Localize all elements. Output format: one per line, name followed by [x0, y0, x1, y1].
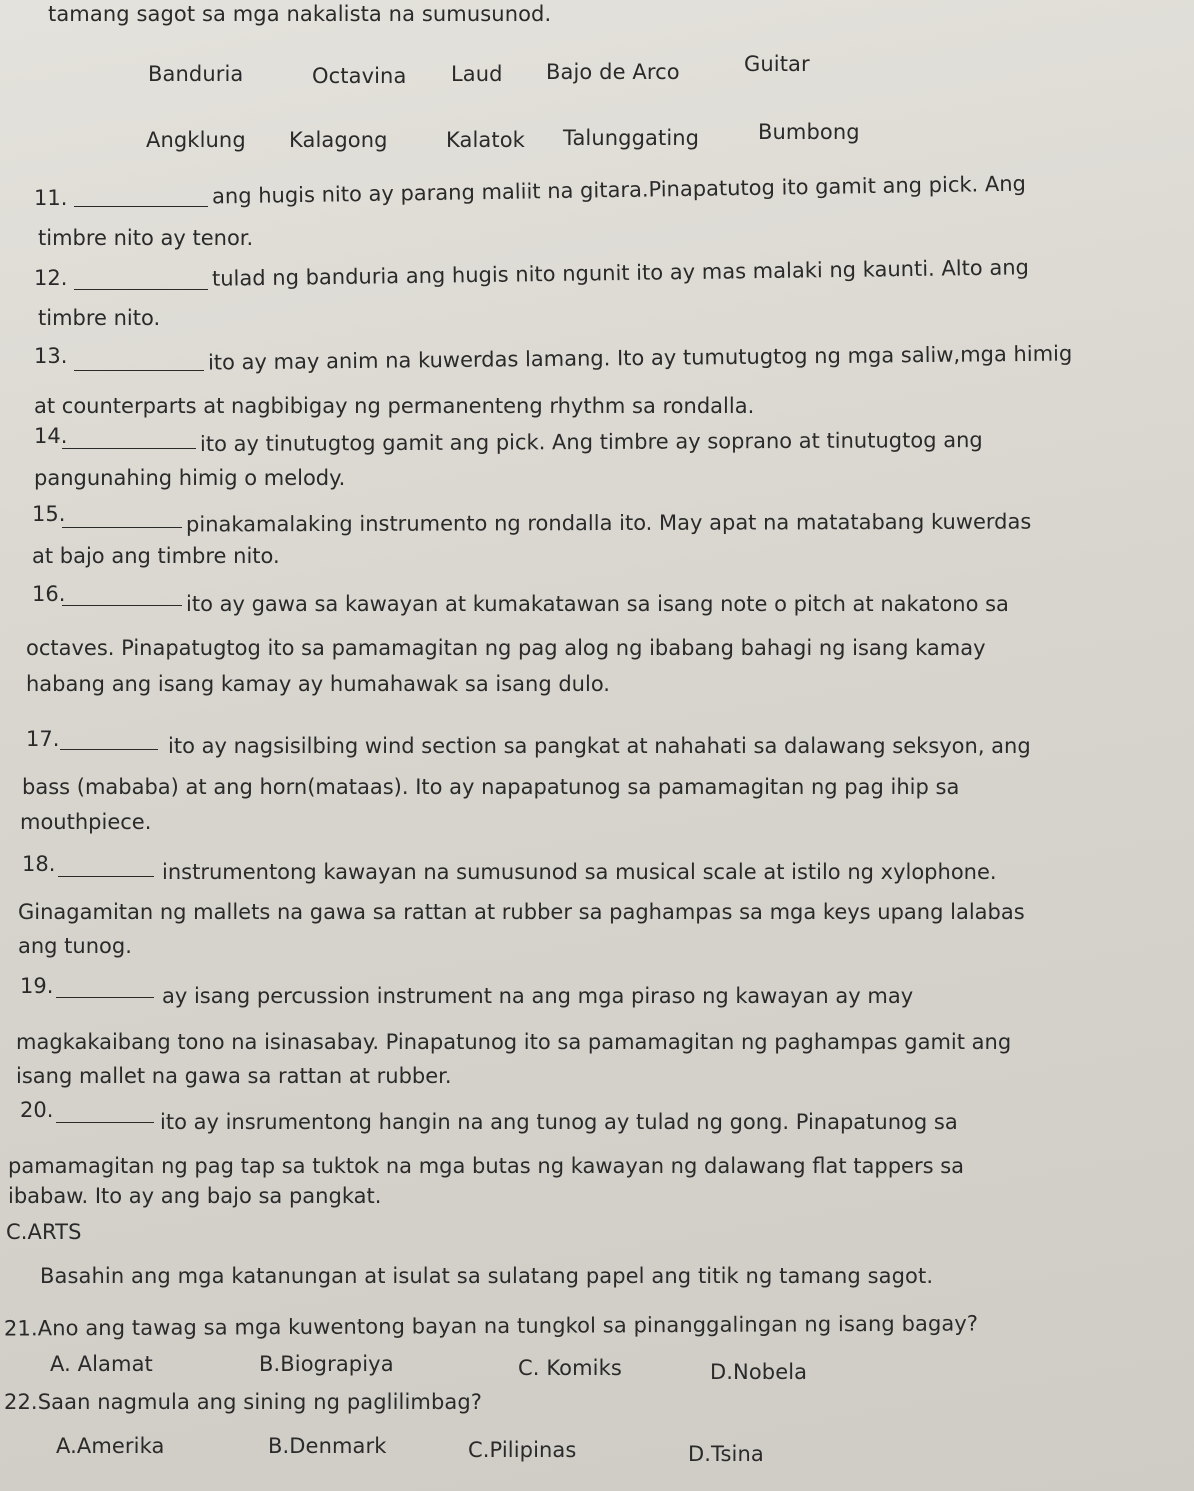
choice-d[interactable]: D.Tsina — [688, 1442, 764, 1466]
item-text: at bajo ang timbre nito. — [32, 544, 280, 568]
item-text: at counterparts at nagbibigay ng permanenteng rhythm sa rondalla. — [34, 394, 755, 418]
item-text: Ginagamitan ng mallets na gawa sa rattan at rubber sa paghampas sa mga keys upang lalabas — [18, 900, 1025, 924]
item-text: mouthpiece. — [20, 810, 152, 834]
answer-blank[interactable] — [74, 206, 208, 207]
item-text: octaves. Pinapatugtog ito sa pamamagitan ng pag alog ng ibabang bahagi ng isang kamay — [26, 636, 986, 660]
answer-blank[interactable] — [60, 749, 158, 750]
item-number: 12. — [34, 266, 68, 290]
item-number: 13. — [34, 344, 68, 368]
word-bank-item: Banduria — [148, 62, 244, 86]
choice-b[interactable]: B.Denmark — [268, 1434, 387, 1458]
answer-blank[interactable] — [62, 527, 182, 528]
choice-c[interactable]: C.Pilipinas — [468, 1438, 577, 1462]
answer-blank[interactable] — [74, 289, 208, 290]
item-text: isang mallet na gawa sa rattan at rubber. — [16, 1064, 452, 1088]
item-text: ay isang percussion instrument na ang mga piraso ng kawayan ay may — [162, 984, 914, 1008]
item-text: ibabaw. Ito ay ang bajo sa pangkat. — [8, 1184, 382, 1208]
item-text: magkakaibang tono na isinasabay. Pinapatunog ito sa pamamagitan ng paghampas gamit ang — [16, 1030, 1012, 1054]
answer-blank[interactable] — [62, 448, 196, 449]
answer-blank[interactable] — [62, 605, 182, 606]
answer-blank[interactable] — [58, 876, 154, 877]
item-text: habang ang isang kamay ay humahawak sa isang dulo. — [26, 672, 610, 696]
question-21: 21.Ano ang tawag sa mga kuwentong bayan na tungkol sa pinanggalingan ng isang bagay? — [3, 1311, 979, 1341]
item-text: timbre nito. — [38, 306, 161, 330]
choice-a[interactable]: A. Alamat — [50, 1352, 153, 1376]
word-bank-item: Laud — [451, 62, 503, 86]
word-bank-item: Angklung — [146, 128, 246, 152]
item-text: pangunahing himig o melody. — [34, 466, 346, 490]
item-text: tulad ng banduria ang hugis nito ngunit ito ay mas malaki ng kaunti. Alto ang — [211, 255, 1030, 291]
item-text: timbre nito ay tenor. — [38, 226, 254, 250]
item-text: ito ay insrumentong hangin na ang tunog ay tulad ng gong. Pinapatunog sa — [160, 1110, 958, 1134]
item-text: pamamagitan ng pag tap sa tuktok na mga butas ng kawayan ng dalawang flat tappers sa — [8, 1154, 965, 1178]
answer-blank[interactable] — [74, 370, 204, 371]
question-22: 22.Saan nagmula ang sining ng paglilimbag? — [4, 1390, 483, 1414]
word-bank-item: Bumbong — [758, 120, 860, 144]
word-bank-item: Octavina — [312, 64, 407, 88]
item-text: ito ay tinutugtog gamit ang pick. Ang timbre ay soprano at tinutugtog ang — [199, 427, 983, 457]
item-number: 17. — [26, 727, 60, 751]
item-number: 15. — [32, 502, 66, 526]
choice-d[interactable]: D.Nobela — [710, 1360, 808, 1384]
item-text: pinakamalaking instrumento ng rondalla ito. May apat na matatabang kuwerdas — [185, 509, 1032, 537]
section-instruction: Basahin ang mga katanungan at isulat sa sulatang papel ang titik ng tamang sagot. — [40, 1264, 934, 1288]
item-text: ang hugis nito ay parang maliit na gitara.Pinapatutog ito gamit ang pick. Ang — [211, 171, 1027, 209]
choice-a[interactable]: A.Amerika — [56, 1434, 165, 1458]
item-text: bass (mababa) at ang horn(mataas). Ito ay napapatunog sa pamamagitan ng pag ihip sa — [22, 775, 960, 799]
item-text: ito ay gawa sa kawayan at kumakatawan sa isang note o pitch at nakatono sa — [186, 592, 1009, 616]
item-text: instrumentong kawayan na sumusunod sa musical scale at istilo ng xylophone. — [162, 860, 997, 884]
top-line: tamang sagot sa mga nakalista na sumusunod. — [48, 2, 552, 26]
item-number: 16. — [32, 582, 66, 606]
choice-c[interactable]: C. Komiks — [518, 1356, 622, 1380]
section-heading: C.ARTS — [6, 1220, 82, 1244]
answer-blank[interactable] — [56, 997, 154, 998]
item-number: 20. — [20, 1098, 54, 1122]
item-text: ang tunog. — [18, 934, 132, 958]
item-number: 19. — [20, 974, 54, 998]
word-bank-item: Bajo de Arco — [546, 60, 680, 84]
item-text: ito ay may anim na kuwerdas lamang. Ito ay tumutugtog ng mga saliw,mga himig — [207, 341, 1073, 375]
word-bank-item: Guitar — [744, 52, 810, 76]
item-number: 11. — [34, 186, 68, 210]
item-number: 18. — [22, 852, 56, 876]
choice-b[interactable]: B.Biograpiya — [259, 1352, 394, 1376]
word-bank-item: Kalatok — [446, 128, 525, 152]
item-number: 14. — [34, 424, 68, 448]
item-text: ito ay nagsisilbing wind section sa pangkat at nahahati sa dalawang seksyon, ang — [168, 734, 1031, 758]
word-bank-item: Kalagong — [289, 128, 388, 152]
word-bank-item: Talunggating — [563, 126, 700, 150]
answer-blank[interactable] — [56, 1122, 154, 1123]
